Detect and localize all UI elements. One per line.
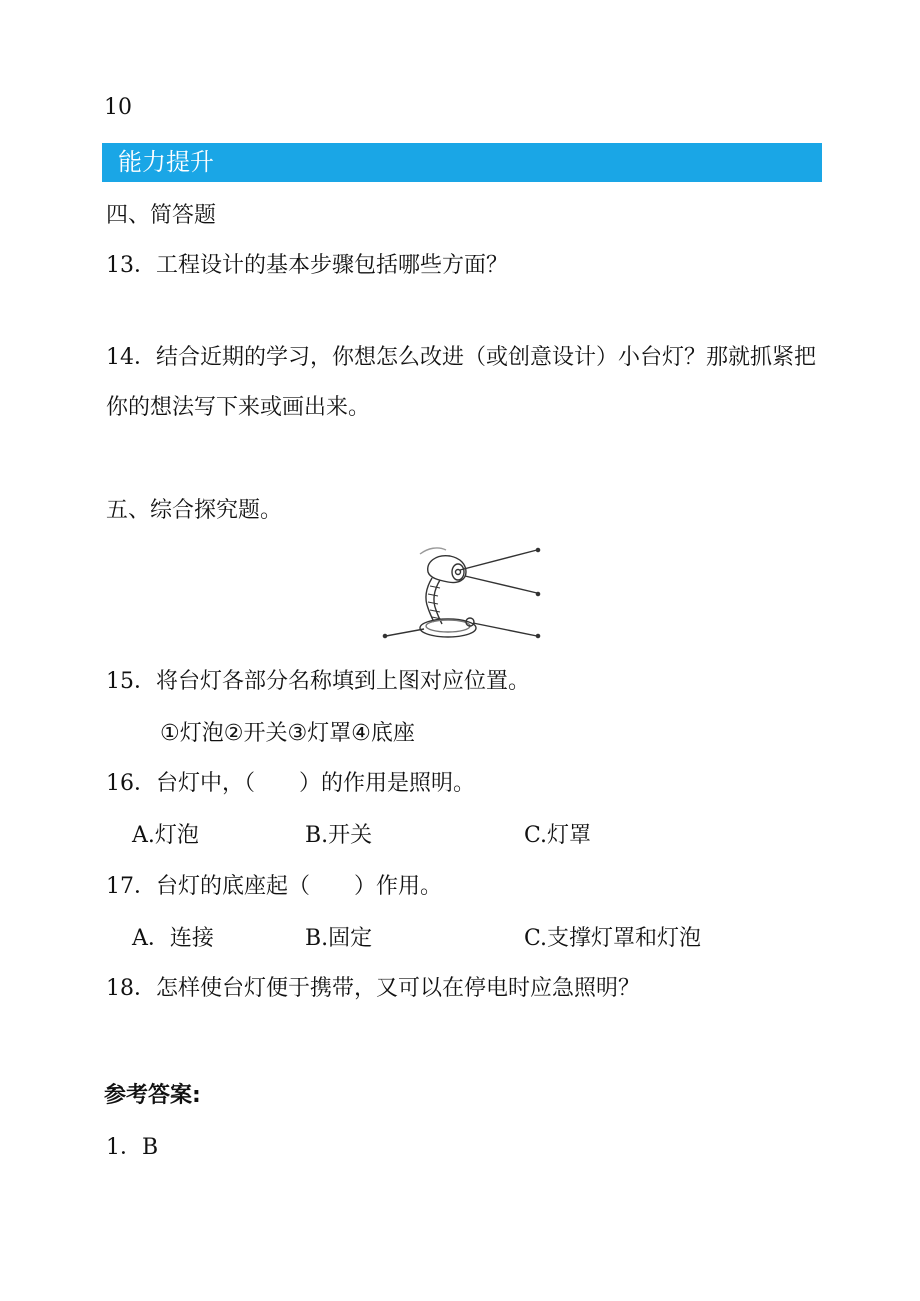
desk-lamp-icon	[380, 542, 545, 647]
lamp-shade-top	[420, 548, 446, 554]
section-heading-comprehensive: 五、综合探究题。	[106, 498, 283, 523]
section-heading-short-answer: 四、简答题	[106, 203, 217, 228]
label-line-top-end	[536, 548, 539, 551]
lamp-arm-left	[426, 578, 434, 622]
label-line-middle	[465, 576, 537, 593]
question-16-option-a: A.灯泡	[132, 823, 199, 848]
label-line-left-bottom-end	[383, 634, 386, 637]
question-16-option-b: B.开关	[305, 823, 373, 848]
question-13: 13．工程设计的基本步骤包括哪些方面？	[106, 253, 508, 278]
question-15: 15．将台灯各部分名称填到上图对应位置。	[106, 669, 530, 694]
label-line-middle-end	[536, 592, 539, 595]
lamp-base-inner	[426, 620, 470, 632]
label-line-top	[460, 550, 537, 570]
question-16: 16．台灯中，（ ）的作用是照明。	[106, 771, 475, 796]
question-14-line-2: 你的想法写下来或画出来。	[106, 395, 371, 420]
label-line-right-bottom	[473, 623, 537, 636]
answers-heading: 参考答案:	[104, 1083, 201, 1108]
question-17: 17．台灯的底座起（ ）作用。	[106, 874, 442, 899]
question-17-option-c: C.支撑灯罩和灯泡	[524, 926, 702, 951]
question-14-line-1: 14．结合近期的学习，你想怎么改进（或创意设计）小台灯？那就抓紧把	[106, 345, 816, 370]
question-16-option-c: C.灯罩	[524, 823, 592, 848]
lamp-shade	[428, 556, 466, 583]
question-18: 18．怎样使台灯便于携带，又可以在停电时应急照明？	[106, 976, 640, 1001]
question-17-option-b: B.固定	[305, 926, 373, 951]
lamp-bulb	[452, 564, 464, 580]
answer-1: 1．B	[106, 1135, 159, 1160]
label-line-right-bottom-end	[536, 634, 539, 637]
section-banner	[102, 143, 822, 182]
lamp-bulb-center	[456, 570, 461, 575]
page-number: 10	[104, 95, 132, 120]
banner-title: 能力提升	[118, 148, 214, 176]
label-line-left-bottom	[386, 629, 424, 636]
question-15-parts: ①灯泡②开关③灯罩④底座	[160, 721, 415, 746]
question-17-option-a: A．连接	[132, 926, 214, 951]
